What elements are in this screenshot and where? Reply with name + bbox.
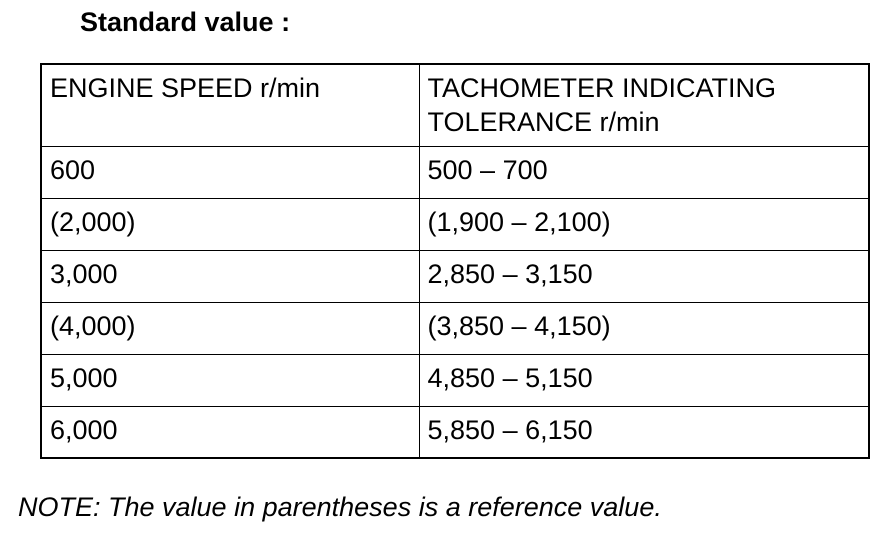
engine-speed-cell: 5,000 [41,354,419,406]
table-row [41,250,869,302]
section-heading: Standard value : [80,7,291,37]
standard-value-table [40,63,870,459]
column-header-tolerance: TACHOMETER INDICATING TOLERANCE r/min [419,64,869,146]
table-row [41,198,869,250]
column-header-engine-speed: ENGINE SPEED r/min [41,64,419,146]
tolerance-cell: 4,850 – 5,150 [419,354,869,406]
engine-speed-cell: 6,000 [41,406,419,458]
tolerance-cell: 5,850 – 6,150 [419,406,869,458]
tolerance-cell: (3,850 – 4,150) [419,302,869,354]
table-row [41,406,869,458]
tolerance-cell: 500 – 700 [419,146,869,198]
reference-note: NOTE: The value in parentheses is a reference value. [18,492,662,522]
tolerance-cell: 2,850 – 3,150 [419,250,869,302]
engine-speed-cell: (2,000) [41,198,419,250]
table-row [41,146,869,198]
tolerance-cell: (1,900 – 2,100) [419,198,869,250]
table-row [41,354,869,406]
engine-speed-cell: (4,000) [41,302,419,354]
table-row [41,302,869,354]
table-header-row [41,64,869,146]
engine-speed-cell: 600 [41,146,419,198]
engine-speed-cell: 3,000 [41,250,419,302]
